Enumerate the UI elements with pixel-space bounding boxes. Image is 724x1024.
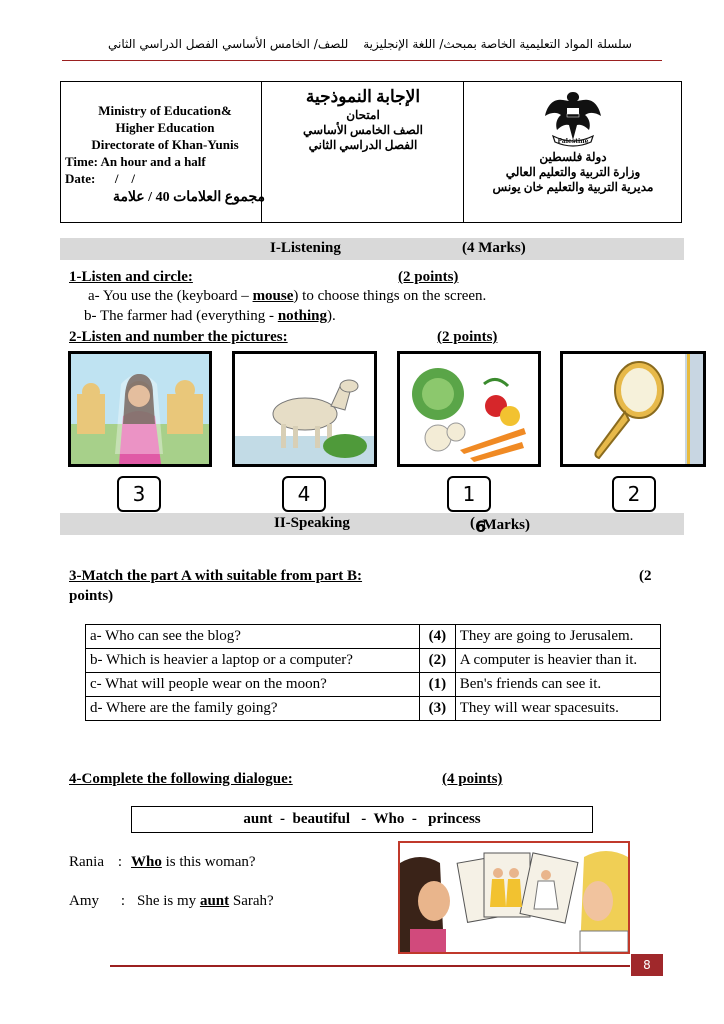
state-line: دولة فلسطين xyxy=(539,150,607,164)
match-number-cell: (1) xyxy=(419,673,455,697)
question-1-points: (2 points) xyxy=(398,269,459,285)
part-a-cell: c- What will people wear on the moon? xyxy=(86,673,420,697)
section-title: I-Listening xyxy=(270,240,341,256)
question-3-points: points) xyxy=(69,588,114,604)
speaker: Amy xyxy=(69,893,99,909)
question-4-title: 4-Complete the following dialogue: xyxy=(69,771,293,787)
picture-number-box: 1 xyxy=(447,476,491,512)
match-table xyxy=(85,624,661,721)
picture-number-box: 4 xyxy=(282,476,326,512)
part-b-cell: They are going to Jerusalem. xyxy=(455,625,660,649)
picture-mirror xyxy=(560,351,706,467)
exam-line: الصف الخامس الأساسي xyxy=(303,123,423,137)
dialogue-line-2: Amy : She is my aunt Sarah? xyxy=(69,893,274,909)
question-2-points: (2 points) xyxy=(437,329,498,345)
question-1-title: 1-Listen and circle: xyxy=(69,269,193,285)
vegetables-illustration xyxy=(400,354,538,464)
ministry-line: Directorate of Khan-Yunis xyxy=(91,137,239,152)
emblem-text: Palestine xyxy=(557,138,589,145)
total-marks: مجموع العلامات 40 / علامة xyxy=(112,190,265,205)
table-row xyxy=(86,697,661,721)
goat-illustration xyxy=(235,354,374,464)
table-row xyxy=(86,625,661,649)
picture-number-box: 3 xyxy=(117,476,161,512)
question-4-points: (4 points) xyxy=(442,771,503,787)
info-divider xyxy=(463,82,464,222)
girls-photos-illustration xyxy=(400,843,628,952)
footer-rule xyxy=(110,965,630,967)
ministry-line: Ministry of Education& xyxy=(98,103,232,118)
table-row xyxy=(86,649,661,673)
running-header-left: للصف/ الخامس الأساسي الفصل الدراسي الثاني xyxy=(108,37,349,51)
section-bar-speaking xyxy=(60,513,684,535)
exam-date: Date: / / xyxy=(65,171,136,186)
question-1b: b- The farmer had (everything - nothing). xyxy=(84,308,336,324)
picture-goat xyxy=(232,351,377,467)
part-a-cell: b- Which is heavier a laptop or a computer? xyxy=(86,649,420,673)
question-3-points: (2 xyxy=(639,568,652,584)
speaker: Rania xyxy=(69,854,104,870)
question-2-title: 2-Listen and number the pictures: xyxy=(69,329,288,345)
palestine-emblem-icon xyxy=(543,88,603,148)
question-1a: a- You use the (keyboard – mouse) to choose things on the screen. xyxy=(88,288,487,304)
part-b-cell: Ben's friends can see it. xyxy=(455,673,660,697)
answer: Who xyxy=(131,854,162,870)
answer: aunt xyxy=(199,893,230,909)
table-row xyxy=(86,673,661,697)
running-header-right: سلسلة المواد التعليمية الخاصة بمبحث/ اللغة الإنجليزية xyxy=(363,37,632,51)
mirror-illustration xyxy=(563,354,703,464)
ministry-line: Higher Education xyxy=(115,120,215,135)
section-bar-listening xyxy=(60,238,684,260)
page-number: 8 xyxy=(631,954,663,976)
picture-girls-with-photos xyxy=(398,841,630,954)
section-marks: (4 Marks) xyxy=(462,240,526,256)
part-b-cell: They will wear spacesuits. xyxy=(455,697,660,721)
state-line: مديرية التربية والتعليم خان يونس xyxy=(492,180,654,194)
match-number-cell: (4) xyxy=(419,625,455,649)
part-b-cell: A computer is heavier than it. xyxy=(455,649,660,673)
exam-title-block xyxy=(263,86,463,153)
section-title: II-Speaking xyxy=(274,515,350,531)
state-block xyxy=(465,86,681,195)
picture-vegetables xyxy=(397,351,541,467)
picture-number-box: 2 xyxy=(612,476,656,512)
header-rule xyxy=(62,60,662,61)
exam-time: Time: An hour and a half xyxy=(65,154,206,169)
section-marks: ( 6 Marks) xyxy=(470,515,530,536)
word-bank: aunt - beautiful - Who - princess xyxy=(131,806,593,833)
princess-illustration xyxy=(71,354,209,464)
answer: nothing xyxy=(277,308,328,324)
state-line: وزارة التربية والتعليم العالي xyxy=(505,165,641,179)
picture-princess xyxy=(68,351,212,467)
exam-line: امتحان xyxy=(346,108,380,122)
ministry-block xyxy=(65,102,265,206)
part-a-cell: d- Where are the family going? xyxy=(86,697,420,721)
answer: mouse xyxy=(252,288,294,304)
exam-info-box xyxy=(60,81,682,223)
model-answer-title: الإجابة النموذجية xyxy=(305,87,421,106)
part-a-cell: a- Who can see the blog? xyxy=(86,625,420,649)
exam-line: الفصل الدراسي الثاني xyxy=(308,138,418,152)
match-number-cell: (2) xyxy=(419,649,455,673)
match-number-cell: (3) xyxy=(419,697,455,721)
question-3-title: 3-Match the part A with suitable from part B: xyxy=(69,568,363,584)
dialogue-line-1: Rania : Who is this woman? xyxy=(69,854,256,870)
